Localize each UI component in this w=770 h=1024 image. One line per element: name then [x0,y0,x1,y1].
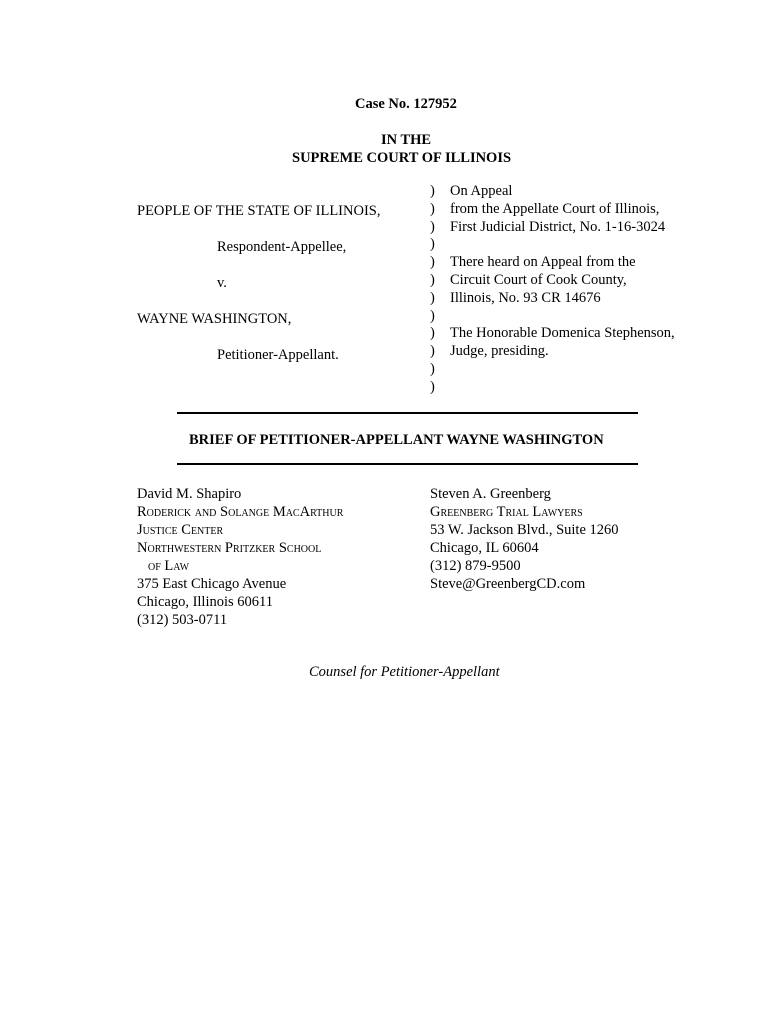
paren: ) [430,378,435,395]
counsel-org: Northwestern Pritzker School [137,540,322,556]
counsel-for: Counsel for Petitioner-Appellant [309,664,500,680]
counsel-address: Chicago, IL 60604 [430,540,539,556]
paren: ) [430,307,435,324]
appeal-info-line: from the Appellate Court of Illinois, [450,200,660,217]
counsel-left [137,485,343,629]
paren: ) [430,360,435,377]
case-number: Case No. 127952 [355,96,457,112]
paren: ) [430,236,435,253]
appeal-info-line: First Judicial District, No. 1-16-3024 [450,218,666,235]
caption-defendant: WAYNE WASHINGTON, [137,311,292,327]
paren: ) [430,343,435,360]
counsel-org: of Law [148,558,190,574]
caption-defendant-role: Petitioner-Appellant. [217,347,339,363]
counsel-address: Chicago, Illinois 60611 [137,594,273,610]
caption-plaintiff-role: Respondent-Appellee, [217,239,347,255]
counsel-phone: (312) 503-0711 [137,612,228,628]
counsel-address: 53 W. Jackson Blvd., Suite 1260 [430,522,619,538]
counsel-name: Steven A. Greenberg [430,486,551,502]
paren: ) [430,218,435,235]
paren: ) [430,200,435,217]
counsel-org: Roderick and Solange MacArthur [137,504,344,520]
appeal-info-line: Illinois, No. 93 CR 14676 [450,289,601,306]
caption-parentheses [430,182,435,396]
appeal-info-line: On Appeal [450,183,513,199]
appeal-info-line [450,307,675,325]
court-line-2: SUPREME COURT OF ILLINOIS [292,150,512,166]
counsel-org: Justice Center [137,522,224,538]
paren: ) [430,325,435,342]
divider-top [177,412,638,414]
counsel-right [430,485,619,593]
counsel-firm: Greenberg Trial Lawyers [430,504,583,520]
appeal-info-line: Judge, presiding. [450,343,549,360]
caption-plaintiff: PEOPLE OF THE STATE OF ILLINOIS, [137,203,381,219]
counsel-name: David M. Shapiro [137,486,242,502]
counsel-phone: (312) 879-9500 [430,558,521,574]
paren: ) [430,183,435,199]
appeal-info-line: There heard on Appeal from the [450,254,636,271]
court-line-1: IN THE [381,132,432,148]
brief-title: BRIEF OF PETITIONER-APPELLANT WAYNE WASHINGTON [189,432,604,448]
divider-bottom [177,463,638,465]
appeal-info-line: Circuit Court of Cook County, [450,271,627,288]
paren: ) [430,271,435,288]
counsel-address: 375 East Chicago Avenue [137,576,287,592]
paren: ) [430,254,435,271]
paren: ) [430,289,435,306]
appeal-info [450,182,675,360]
appeal-info-line [450,235,675,253]
counsel-email: Steve@GreenbergCD.com [430,576,586,592]
appeal-info-line: The Honorable Domenica Stephenson, [450,325,675,342]
caption-versus: v. [217,275,227,291]
